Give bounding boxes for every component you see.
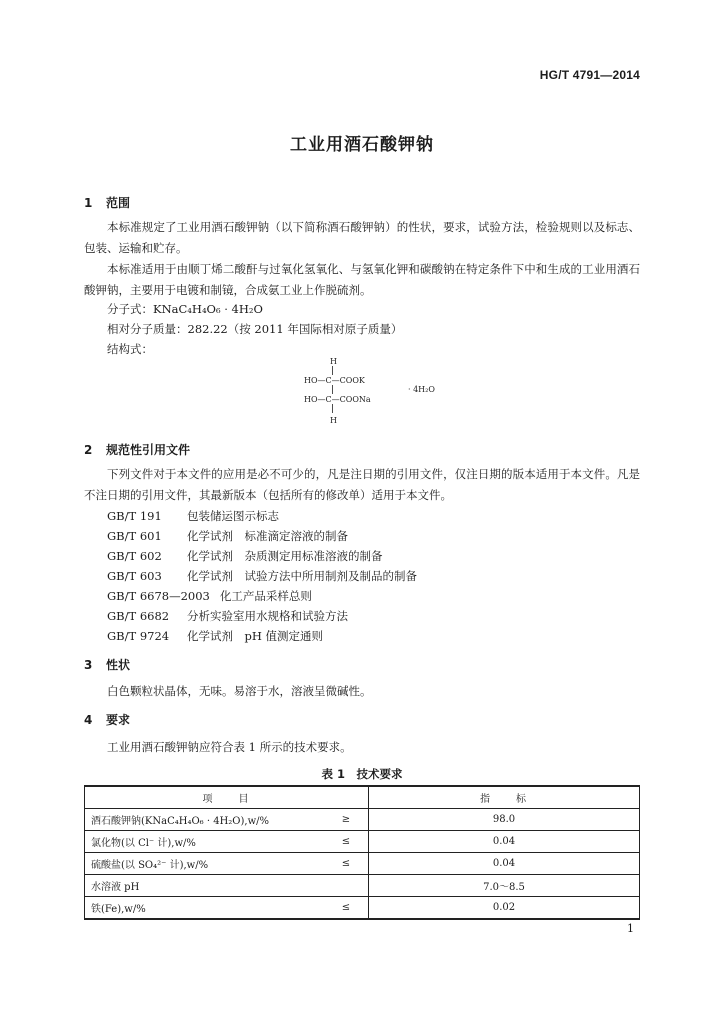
reference-item	[107, 568, 417, 584]
section-3-number: 3	[84, 658, 93, 672]
reference-item	[107, 588, 312, 604]
reference-code: GB/T 6682	[107, 609, 170, 623]
table-row	[85, 875, 640, 897]
structure-water: · 4H₂O	[408, 385, 435, 394]
table-1-caption: 表 1 技术要求	[321, 767, 403, 781]
reference-item	[107, 628, 323, 644]
section-2-number: 2	[84, 443, 93, 457]
section-2-title: 规范性引用文件	[106, 443, 191, 457]
table-cell-item: 硫酸盐(以 SO₄²⁻ 计),w/%	[85, 853, 325, 875]
section-1-title: 范围	[106, 196, 131, 210]
technical-requirements-table	[84, 785, 640, 920]
table-cell-value: 98.0	[369, 809, 640, 831]
section-3-text: 白色颗粒状晶体，无味。易溶于水，溶液呈微碱性。	[107, 684, 372, 698]
section-1-paragraph-2: 本标准适用于由顺丁烯二酸酐与过氧化氢氧化、与氢氧化钾和碳酸钠在特定条件下中和生成的工业用酒石酸钾钠，主要用于电镀和制镜，合成氨工业上作脱硫剂。	[84, 262, 640, 297]
reference-title: 化工产品采样总则	[219, 589, 312, 603]
reference-title: 化学试剂 杂质测定用标准溶液的制备	[187, 549, 383, 563]
structure-row-1: HO—C—COOK	[304, 376, 365, 385]
reference-code: GB/T 601	[107, 529, 162, 543]
structure-bottom-h: H	[330, 416, 337, 425]
reference-code: GB/T 603	[107, 569, 162, 583]
page-number: 1	[627, 922, 634, 935]
section-4-text: 工业用酒石酸钾钠应符合表 1 所示的技术要求。	[107, 740, 352, 754]
table-cell-item: 水溶液 pH	[85, 875, 325, 897]
standard-code: HG/T 4791—2014	[539, 68, 640, 82]
reference-code: GB/T 6678—2003	[107, 589, 210, 603]
reference-code: GB/T 602	[107, 549, 162, 563]
reference-item	[107, 548, 383, 564]
table-cell-item: 氯化物(以 Cl⁻ 计),w/%	[85, 831, 325, 853]
reference-title: 化学试剂 pH 值测定通则	[187, 629, 324, 643]
table-cell-value: 0.04	[369, 831, 640, 853]
section-1-number: 1	[84, 196, 93, 210]
reference-title: 化学试剂 试验方法中所用制剂及制品的制备	[187, 569, 417, 583]
structure-top-h: H	[330, 357, 337, 366]
section-4-title: 要求	[106, 713, 131, 727]
table-row	[85, 853, 640, 875]
section-2-heading	[84, 441, 190, 458]
table-cell-symbol: ≤	[324, 831, 369, 853]
table-header-item: 项 目	[85, 786, 369, 809]
table-cell-item: 酒石酸钾钠(KNaC₄H₄O₆ · 4H₂O),w/%	[85, 809, 325, 831]
document-title: 工业用酒石酸钾钠	[290, 135, 434, 155]
structure-row-2: HO—C—COONa	[304, 395, 371, 404]
reference-code: GB/T 9724	[107, 629, 170, 643]
section-4-number: 4	[84, 713, 93, 727]
section-3-title: 性状	[106, 658, 131, 672]
reference-item	[107, 608, 348, 624]
reference-item	[107, 508, 279, 524]
structural-formula	[300, 356, 440, 432]
table-cell-symbol: ≥	[324, 809, 369, 831]
table-cell-value: 7.0～8.5	[369, 875, 640, 897]
table-cell-symbol: ≤	[324, 853, 369, 875]
table-row	[85, 831, 640, 853]
reference-title: 分析实验室用水规格和试验方法	[187, 609, 348, 623]
table-row	[85, 897, 640, 920]
structure-label: 结构式：	[107, 342, 153, 356]
table-cell-symbol: ≤	[324, 897, 369, 920]
table-cell-value: 0.04	[369, 853, 640, 875]
reference-item	[107, 528, 348, 544]
reference-code: GB/T 191	[107, 509, 162, 523]
table-cell-symbol	[324, 875, 369, 897]
molecular-mass: 相对分子质量：282.22（按 2011 年国际相对原子质量）	[107, 322, 403, 336]
table-row	[85, 809, 640, 831]
table-header-row	[85, 786, 640, 809]
section-2-intro: 下列文件对于本文件的应用是必不可少的，凡是注日期的引用文件，仅注日期的版本适用于本文件。凡是不注日期的引用文件，其最新版本（包括所有的修改单）适用于本文件。	[84, 467, 640, 502]
reference-title: 化学试剂 标准滴定溶液的制备	[187, 529, 348, 543]
section-3-heading	[84, 656, 130, 673]
reference-title: 包装储运图示标志	[187, 509, 279, 523]
section-1-heading	[84, 194, 130, 211]
table-header-value: 指 标	[369, 786, 640, 809]
molecular-formula: 分子式：KNaC₄H₄O₆ · 4H₂O	[107, 302, 263, 316]
section-4-heading	[84, 711, 130, 728]
table-cell-item: 铁(Fe),w/%	[85, 897, 325, 920]
table-cell-value: 0.02	[369, 897, 640, 920]
section-1-paragraph-1: 本标准规定了工业用酒石酸钾钠（以下简称酒石酸钾钠）的性状，要求，试验方法，检验规则以及标志、包装、运输和贮存。	[84, 220, 640, 255]
